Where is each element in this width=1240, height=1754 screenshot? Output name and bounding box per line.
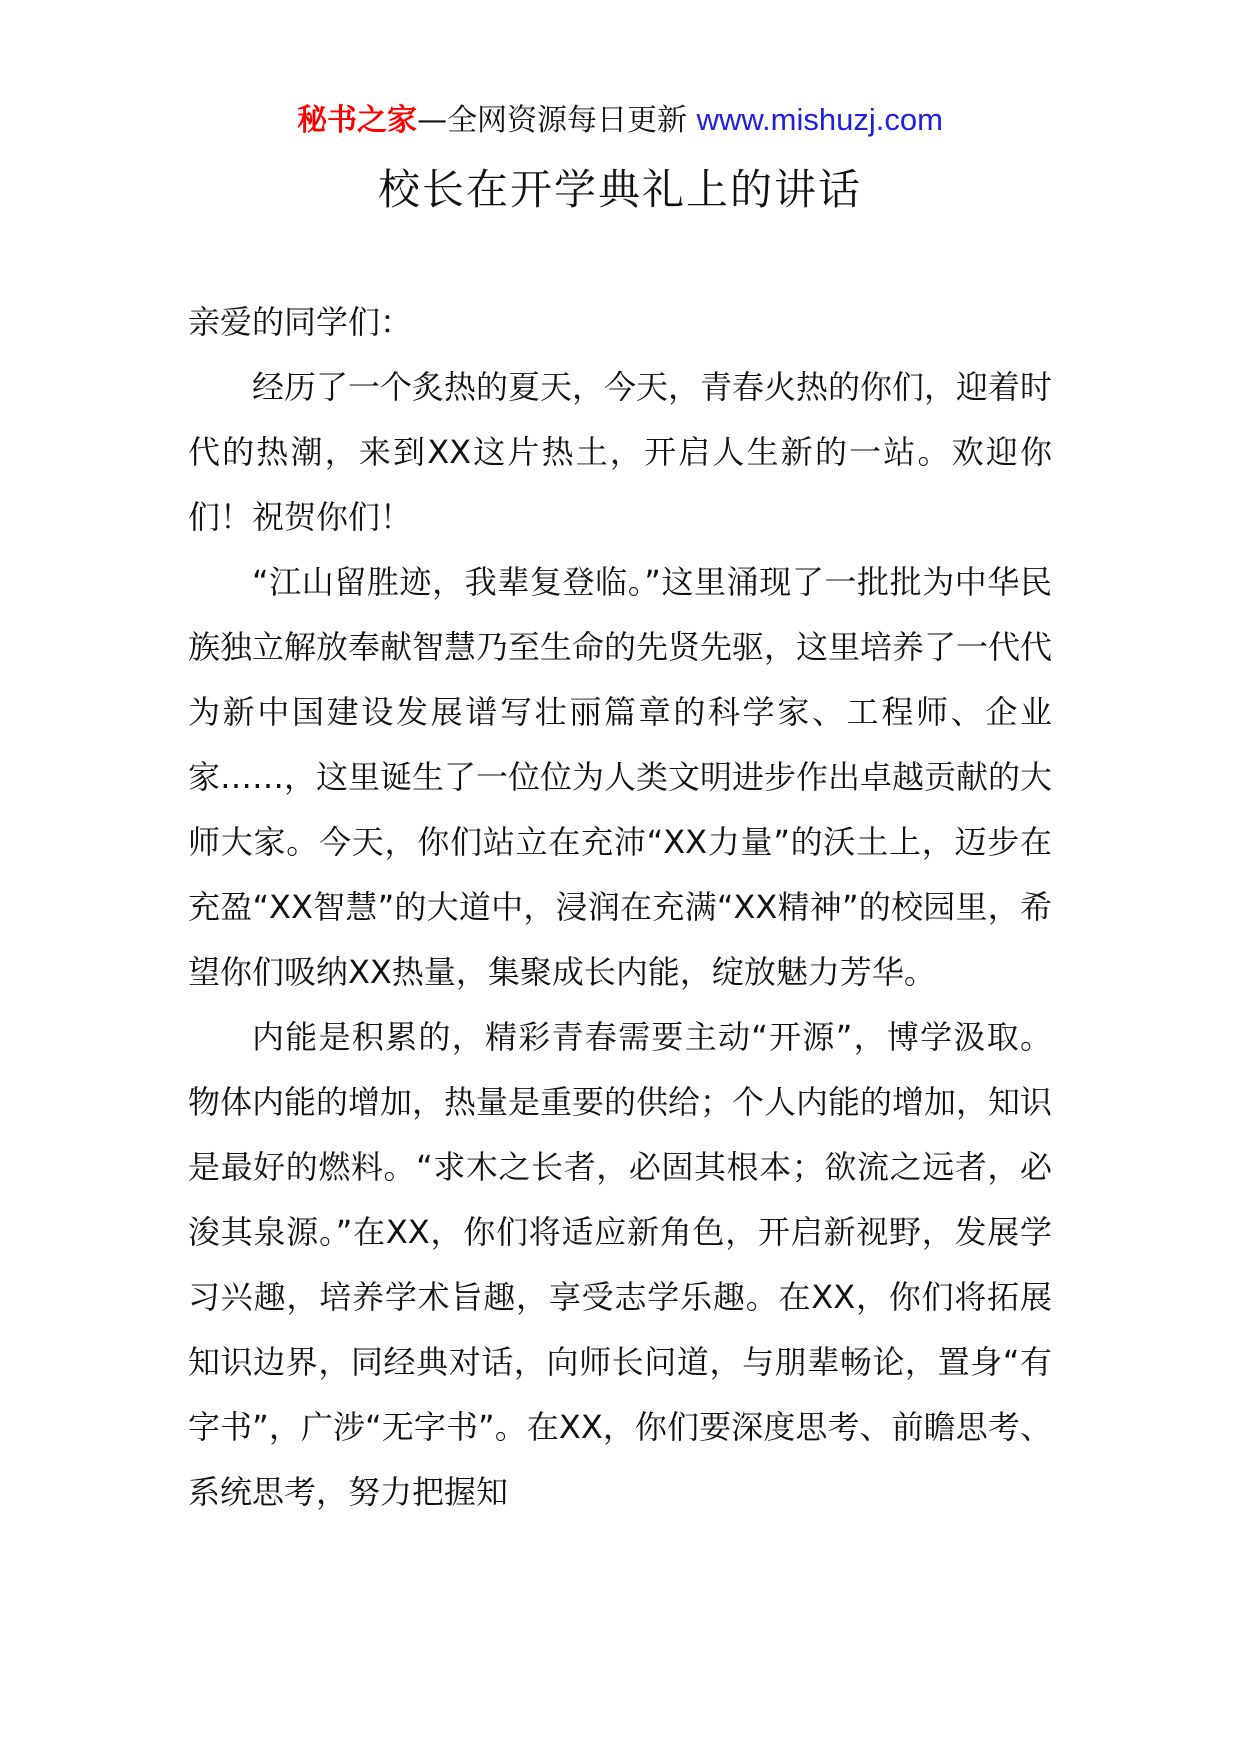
body-paragraph: “江山留胜迹，我辈复登临。”这里涌现了一批批为中华民族独立解放奉献智慧乃至生命的先贤先驱，这里培养了一代代为新中国建设发展谱写壮丽篇章的科学家、工程师、企业家……，这里诞生了一位位为人类文明进步作出卓越贡献的大师大家。今天，你们站立在充沛“XX力量”的沃土上，迈步在充盈“XX智慧”的大道中，浸润在充满“XX精神”的校园里，希望你们吸纳XX热量，集聚成长内能，绽放魅力芳华。 (188, 563, 1053, 991)
site-brand: 秘书之家 (297, 103, 418, 138)
site-tagline: —全网资源每日更新 (417, 103, 688, 138)
body-paragraph: 内能是积累的，精彩青春需要主动“开源”，博学汲取。物体内能的增加，热量是重要的供给；个人内能的增加，知识是最好的燃料。“求木之长者，必固其根本；欲流之远者，必浚其泉源。”在XX，你们将适应新角色，开启新视野，发展学习兴趣，培养学术旨趣，享受志学乐趣。在XX，你们将拓展知识边界，同经典对话，向师长问道，与朋辈畅论，置身“有字书”，广涉“无字书”。在XX，你们要深度思考、前瞻思考、系统思考，努力把握知 (188, 1018, 1053, 1511)
document-body (188, 290, 1052, 1525)
site-url-link[interactable]: www.mishuzj.com (696, 102, 943, 137)
document-title: 校长在开学典礼上的讲话 (377, 165, 862, 214)
body-paragraph: 经历了一个炙热的夏天，今天，青春火热的你们，迎着时代的热潮，来到XX这片热土，开启人生新的一站。欢迎你们！祝贺你们！ (188, 368, 1053, 536)
site-header (0, 100, 1240, 141)
salutation: 亲爱的同学们： (188, 303, 413, 341)
